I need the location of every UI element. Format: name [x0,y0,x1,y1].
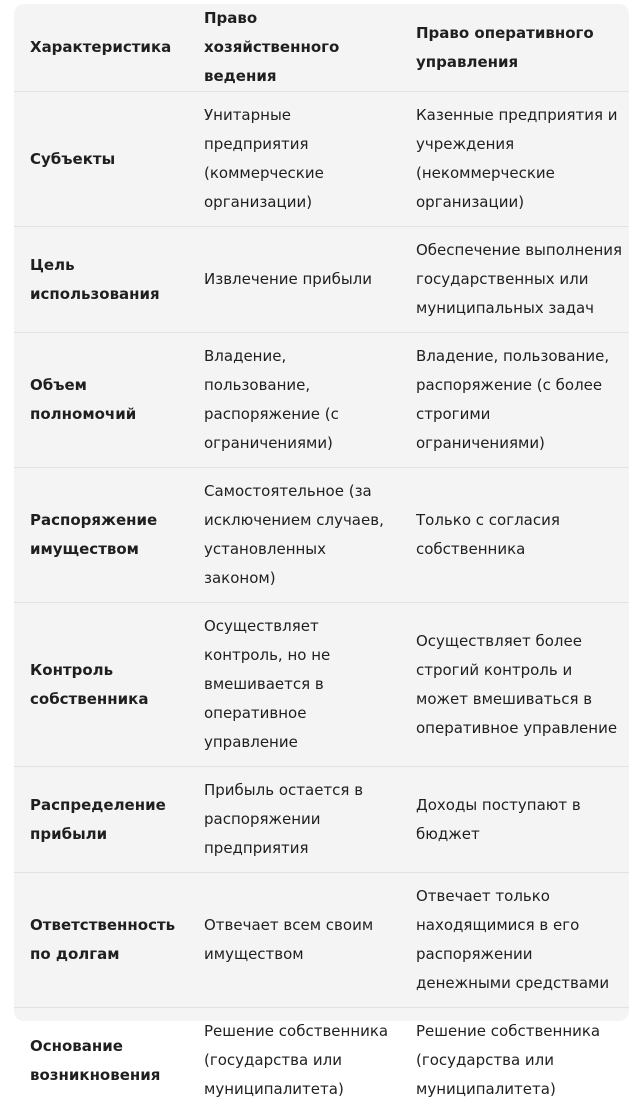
row-operative-value: Отвечает только находящимися в его распоряжении денежными средствами [401,873,629,1008]
table-row [14,603,629,767]
header-economic-management: Право хозяйственного ведения [189,4,401,92]
row-characteristic: Ответственность по долгам [14,873,189,1008]
row-operative-value: Решение собственника (государства или муниципалитета) [401,1008,629,1113]
table-row [14,1008,629,1113]
row-characteristic: Распоряжение имуществом [14,468,189,603]
table-header [14,4,629,92]
row-characteristic: Объем полномочий [14,333,189,468]
row-operative-value: Владение, пользование, распоряжение (с более строгими ограничениями) [401,333,629,468]
table-row [14,468,629,603]
row-economic-value: Решение собственника (государства или муниципалитета) [189,1008,401,1113]
comparison-table-container [14,4,629,1021]
row-characteristic: Субъекты [14,92,189,227]
row-operative-value: Казенные предприятия и учреждения (некоммерческие организации) [401,92,629,227]
row-operative-value: Осуществляет более строгий контроль и может вмешиваться в оперативное управление [401,603,629,767]
row-economic-value: Извлечение прибыли [189,227,401,333]
row-operative-value: Только с согласия собственника [401,468,629,603]
row-economic-value: Владение, пользование, распоряжение (с ограничениями) [189,333,401,468]
header-row [14,4,629,92]
header-operative-management: Право оперативного управления [401,4,629,92]
row-economic-value: Самостоятельное (за исключением случаев, установленных законом) [189,468,401,603]
table-body [14,92,629,1113]
row-characteristic: Распределение прибыли [14,767,189,873]
table-row [14,873,629,1008]
row-characteristic: Цель использования [14,227,189,333]
table-row [14,227,629,333]
row-operative-value: Обеспечение выполнения государственных или муниципальных задач [401,227,629,333]
row-economic-value: Осуществляет контроль, но не вмешивается в оперативное управление [189,603,401,767]
row-economic-value: Унитарные предприятия (коммерческие организации) [189,92,401,227]
row-characteristic: Контроль собственника [14,603,189,767]
table-row [14,92,629,227]
row-economic-value: Отвечает всем своим имуществом [189,873,401,1008]
comparison-table [14,4,629,1113]
row-economic-value: Прибыль остается в распоряжении предприятия [189,767,401,873]
row-characteristic: Основание возникновения [14,1008,189,1113]
row-operative-value: Доходы поступают в бюджет [401,767,629,873]
table-row [14,767,629,873]
table-row [14,333,629,468]
header-characteristic: Характеристика [14,4,189,92]
